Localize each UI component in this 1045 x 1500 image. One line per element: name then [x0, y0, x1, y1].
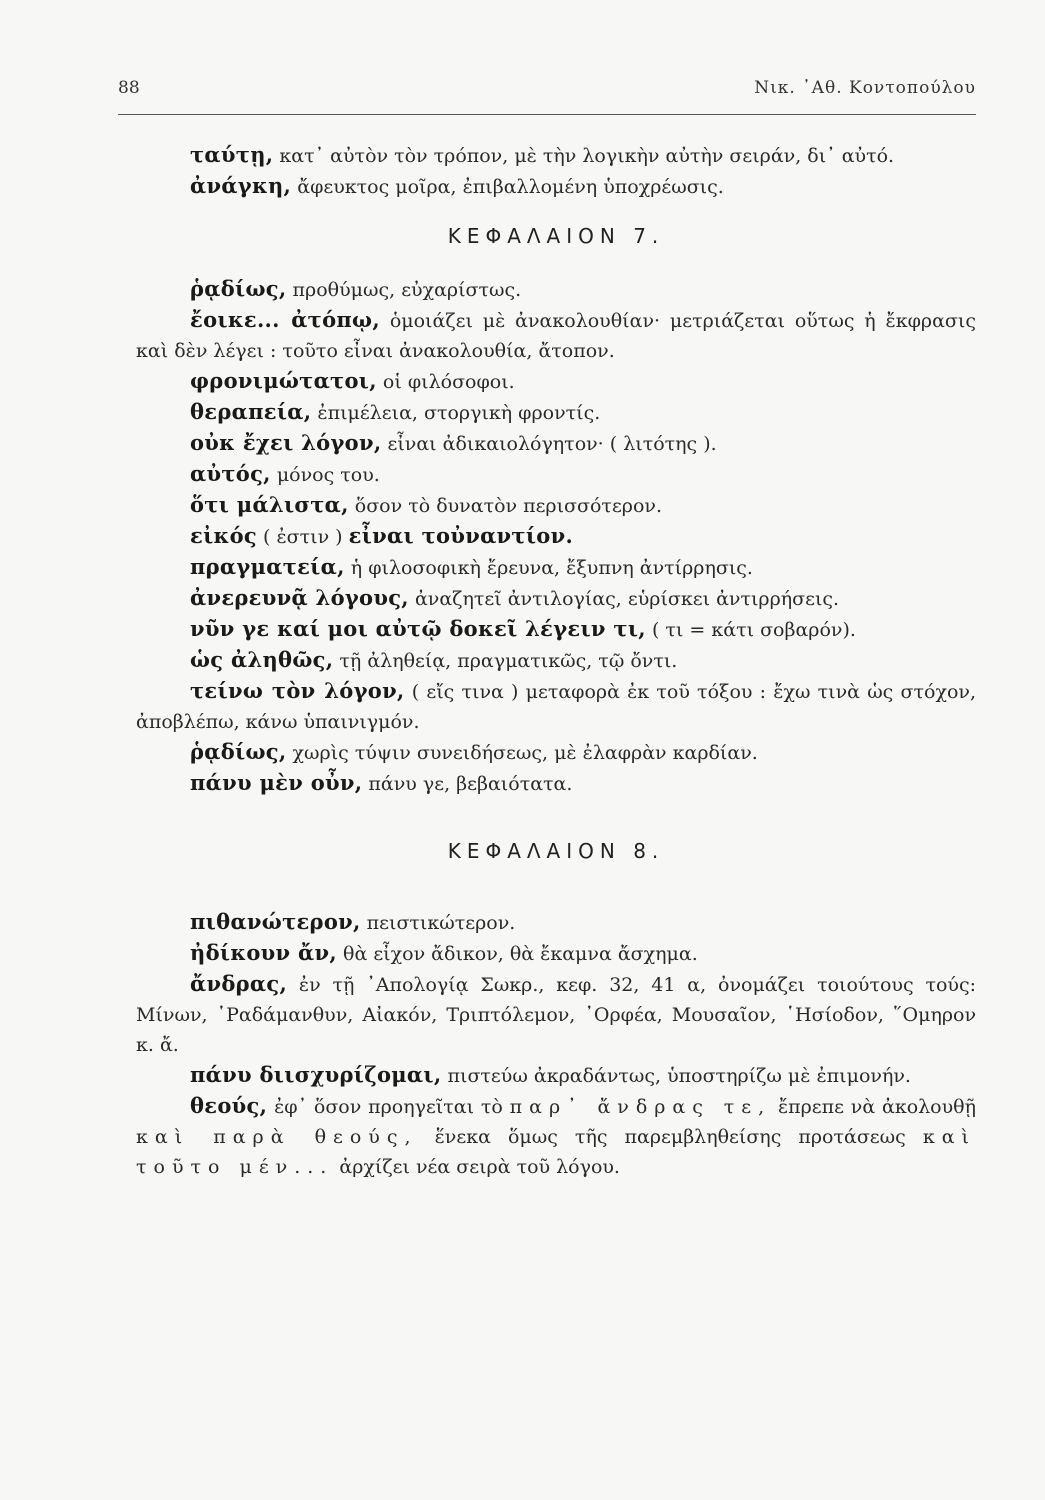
gloss-entry: [136, 140, 976, 171]
gloss: ἐφ᾿ ὅσον προηγεῖται τὸ: [274, 1096, 503, 1118]
gloss: προθύμως, εὐχαρίστως.: [292, 279, 522, 301]
lemma: ἀνάγκη,: [190, 173, 292, 198]
gloss-entry: [136, 274, 976, 305]
gloss: ὅσον τὸ δυνατὸν περισσότερον.: [354, 495, 662, 517]
gloss-entry: [136, 366, 976, 397]
gloss-entry: [136, 552, 976, 583]
lemma: ῥᾳδίως,: [190, 276, 287, 301]
lemma: τείνω τὸν λόγον,: [190, 678, 405, 703]
lemma: ταύτῃ,: [190, 142, 274, 167]
gloss: τῇ ἀληθείᾳ, πραγματικῶς, τῷ ὄντι.: [339, 650, 678, 672]
lemma: ῥᾳδίως,: [190, 739, 287, 764]
gloss: πιστεύω ἀκραδάντως, ὑποστηρίζω μὲ ἐπιμονήν.: [447, 1065, 911, 1087]
page-header: [118, 78, 976, 108]
gloss: πειστικώτερον.: [366, 912, 516, 934]
lemma: ὡς ἀληθῶς,: [190, 647, 334, 672]
gloss-entry: [136, 583, 976, 614]
gloss: χωρὶς τύψιν συνειδήσεως, μὲ ἐλαφρὰν καρδίαν.: [292, 742, 758, 764]
gloss: κατ᾿ αὐτὸν τὸν τρόπον, μὲ τὴν λογικὴν αὐτὴν σειράν, δι᾿ αὐτό.: [279, 145, 895, 167]
gloss: εἶναι ἀδικαιολόγητον· ( λιτότης ).: [387, 433, 717, 455]
gloss: ἔπρεπε νὰ ἀκολουθῇ: [777, 1096, 976, 1118]
gloss: ἐν τῇ ᾿Απολογίᾳ Σωκρ., κεφ. 32, 41 α, ὀνομάζει τοιούτους τούς: Μίνων, ῾Ραδάμανθυν, Αἰακόν, Τριπτόλεμον, ᾿Ορφέα, Μουσαῖον, ῾Ησίοδον, ῞Ομηρον κ. ἄ.: [136, 974, 976, 1056]
lemma: θεούς,: [190, 1093, 268, 1118]
gloss: πάνυ γε, βεβαιότατα.: [368, 773, 573, 795]
gloss-entry: [136, 397, 976, 428]
lemma: νῦν γε καί μοι αὐτῷ δοκεῖ λέγειν τι,: [190, 616, 646, 641]
page-number: 88: [118, 78, 140, 98]
gloss: μόνος του.: [276, 464, 380, 486]
gloss: ἕνεκα ὅμως τῆς παρεμβληθείσης προτάσεως: [434, 1126, 906, 1148]
gloss-entry: [136, 737, 976, 768]
header-rule: [118, 114, 976, 115]
lemma: πραγματεία,: [190, 554, 345, 579]
gloss-entry: [136, 171, 976, 202]
gloss-entry: [136, 305, 976, 366]
lemma: εἶναι τοὐναντίον.: [348, 523, 574, 548]
spaced-quote: καὶ τοῦτο μέν...: [136, 1126, 976, 1178]
gloss-entry: [136, 768, 976, 799]
lemma: πιθανώτερον,: [190, 909, 361, 934]
chapter-heading: ΚΕΦΑΛΑΙΟΝ 7.: [447, 224, 665, 248]
lemma: ἔοικε... ἀτόπῳ,: [190, 307, 380, 332]
gloss-entry: [136, 938, 976, 969]
gloss-entry: [136, 459, 976, 490]
gloss: θὰ εἶχον ἄδικον, θὰ ἔκαμνα ἄσχημα.: [343, 943, 698, 965]
gloss-entry: [136, 1091, 976, 1182]
gloss-entry: [136, 969, 976, 1060]
lemma: πάνυ διισχυρίζομαι,: [190, 1062, 442, 1087]
gloss: ( ἐστιν ): [263, 526, 343, 548]
gloss: ( εἴς τινα ) μεταφορὰ ἐκ τοῦ τόξου : ἔχω τινὰ ὡς στόχον, ἀποβλέπω, κάνω ὑπαινιγμόν.: [136, 681, 976, 733]
commentary-text: [136, 140, 976, 1182]
gloss: ἐπιμέλεια, στοργικὴ φροντίς.: [317, 402, 601, 424]
lemma: ἄνδρας,: [190, 971, 288, 996]
running-head: Νικ. ᾿Αθ. Κοντοπούλου: [754, 78, 976, 98]
lemma: εἰκός: [190, 523, 257, 548]
gloss: ( τι = κάτι σοβαρόν).: [651, 619, 856, 641]
gloss: ἀναζητεῖ ἀντιλογίας, εὑρίσκει ἀντιρρήσεις.: [414, 588, 840, 610]
lemma: οὐκ ἔχει λόγον,: [190, 430, 382, 455]
lemma: ὅτι μάλιστα,: [190, 492, 349, 517]
gloss-entry: [136, 907, 976, 938]
gloss: οἱ φιλόσοφοι.: [382, 371, 515, 393]
lemma: αὐτός,: [190, 461, 271, 486]
gloss: ἄφευκτος μοῖρα, ἐπιβαλλομένη ὑποχρέωσις.: [297, 176, 724, 198]
lemma: πάνυ μὲν οὖν,: [190, 770, 363, 795]
gloss-entry: [136, 521, 976, 552]
gloss-entry: [136, 428, 976, 459]
gloss-entry: [136, 614, 976, 645]
gloss-entry: [136, 490, 976, 521]
lemma: ἠδίκουν ἄν,: [190, 940, 337, 965]
chapter-heading: ΚΕΦΑΛΑΙΟΝ 8.: [447, 839, 665, 863]
lemma: θεραπεία,: [190, 399, 312, 424]
spaced-quote: καὶ παρὰ θεούς,: [136, 1126, 418, 1148]
gloss-entry: [136, 1060, 976, 1091]
lemma: φρονιμώτατοι,: [190, 368, 377, 393]
gloss-entry: [136, 645, 976, 676]
gloss: ὁμοιάζει μὲ ἀνακολουθίαν· μετριάζεται οὕτως ἡ ἔκφρασις καὶ δὲν λέγει : τοῦτο εἶναι ἀνακολουθία, ἄτοπον.: [136, 310, 976, 362]
spaced-quote: παρ᾿ ἄνδρας τε,: [509, 1096, 772, 1118]
gloss-entry: [136, 676, 976, 737]
gloss: ἀρχίζει νέα σειρὰ τοῦ λόγου.: [339, 1156, 620, 1178]
lemma: ἀνερευνᾷ λόγους,: [190, 585, 409, 610]
gloss: ἡ φιλοσοφικὴ ἔρευνα, ἔξυπνη ἀντίρρησις.: [350, 557, 753, 579]
